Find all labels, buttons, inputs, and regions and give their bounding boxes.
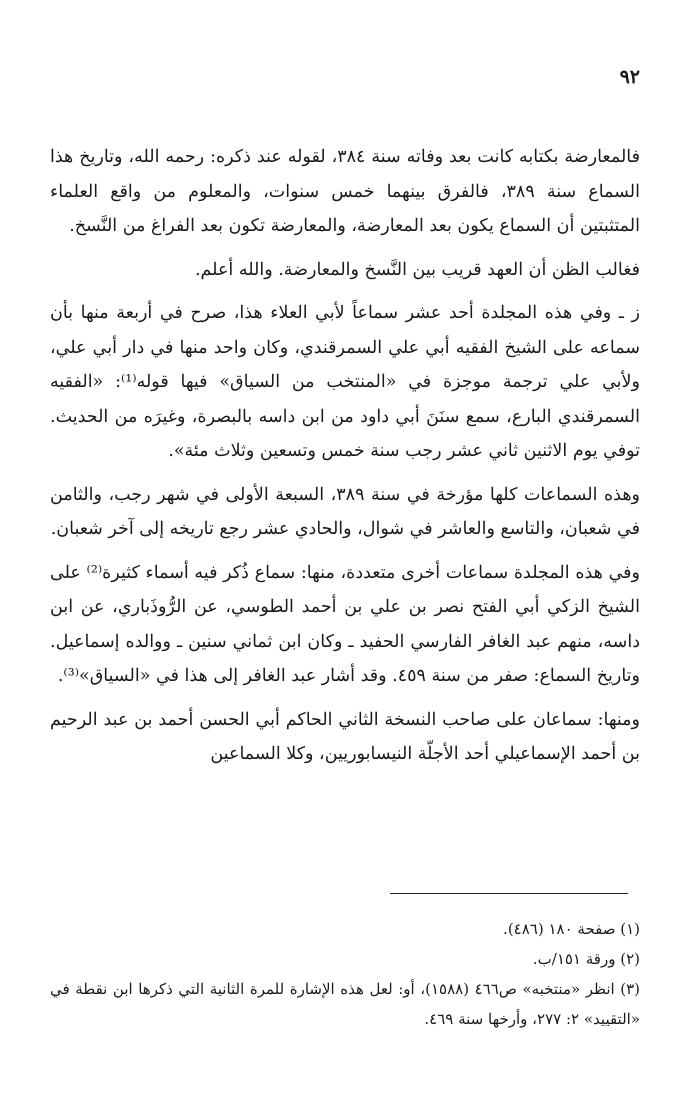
paragraph-6: ومنها: سماعان على صاحب النسخة الثاني الحاكم أبي الحسن أحمد بن عبد الرحيم بن أحمد الإسماعيلي أحد الأجلّة النيسابوريين، وكلا السماعين xyxy=(50,709,640,764)
footnote-1: (١) صفحة ١٨٠ (٤٨٦). xyxy=(503,920,640,938)
paragraph-2: فغالب الظن أن العهد قريب بين النَّسخ والمعارضة. والله أعلم. xyxy=(194,259,640,280)
page-number: ٩٢ xyxy=(619,66,640,88)
footnote-divider xyxy=(390,893,628,894)
footnote-2: (٢) ورقة ١٥١/ب. xyxy=(532,950,640,968)
paragraph-1: فالمعارضة بكتابه كانت بعد وفاته سنة ٣٨٤، لقوله عند ذكره: رحمه الله، وتاريخ هذا السماع سنة ٣٨٩، فالفرق بينهما خمس سنوات، والمعلوم من واقع العلماء المتثبتين أن السماع يكون بعد المعارضة، والمعارضة تكون بعد الفراغ من النَّسخ. xyxy=(50,147,640,236)
paragraph-4: وهذه السماعات كلها مؤرخة في سنة ٣٨٩، السبعة الأولى في شهر رجب، والثامن في شعبان، والتاسع والعاشر في شوال، والحادي عشر رجع تاريخه إلى آخر شعبان. xyxy=(50,484,640,539)
footnotes xyxy=(50,914,640,1034)
paragraph-5: وفي هذه المجلدة سماعات أخرى متعددة، منها: سماع ذُكر فيه أسماء كثيرة⁽²⁾ على الشيخ الزكي أبي الفتح نصر بن علي بن أحمد الطوسي، عن الرُّوذَباري، عن ابن داسه، منهم عبد الغافر الفارسي الحفيد ـ وكان ابن ثماني سنين ـ ووالده إسماعيل. وتاريخ السماع: صفر من سنة ٤٥٩. وقد أشار عبد الغافر إلى هذا في «السياق»⁽³⁾. xyxy=(50,562,640,686)
footnote-3: (٣) انظر «منتخبه» ص٤٦٦ (١٥٨٨)، أو: لعل هذه الإشارة للمرة الثانية التي ذكرها ابن نقطة في «التقييد» ٢: ٢٧٧، وأرخها سنة ٤٦٩. xyxy=(50,980,640,1028)
main-text xyxy=(50,140,640,772)
paragraph-3: ز ـ وفي هذه المجلدة أحد عشر سماعاً لأبي العلاء هذا، صرح في أربعة منها بأن سماعه على الشيخ الفقيه أبي علي السمرقندي، وكان واحد منها في دار أبي علي، ولأبي علي ترجمة موجزة في «المنتخب من السياق» فيها قوله⁽¹⁾: «الفقيه السمرقندي البارع، سمع سنَنَ أبي داود من ابن داسه بالبصرة، وغيرَه من الحديث. توفي يوم الاثنين ثاني عشر رجب سنة خمس وتسعين وثلاث مئة». xyxy=(50,303,640,461)
